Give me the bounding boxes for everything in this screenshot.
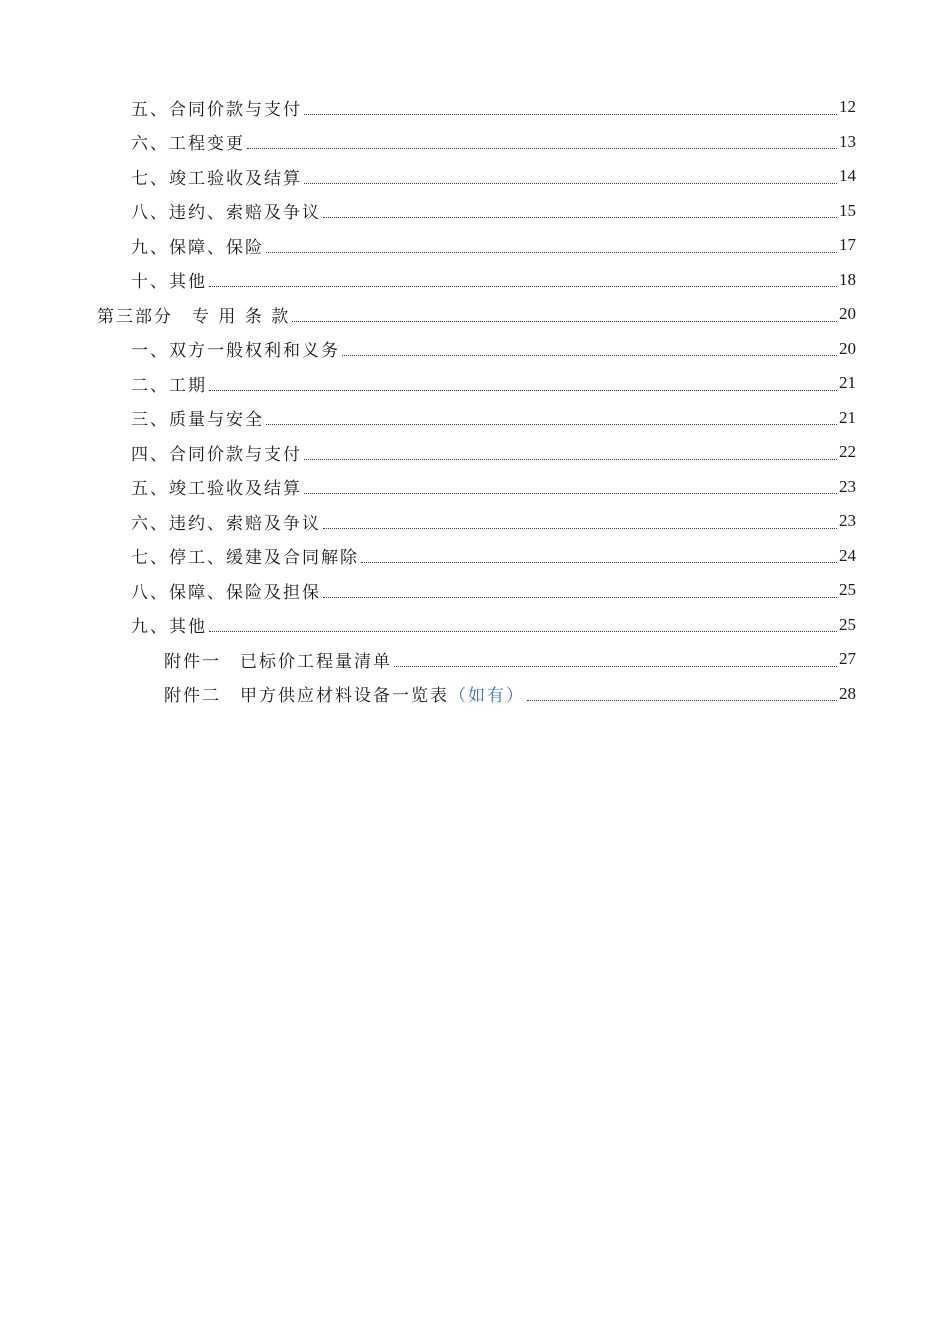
toc-dot-leader [394, 665, 837, 667]
toc-entry-title: 一、双方一般权利和义务 [131, 341, 340, 362]
toc-entry[interactable] [0, 435, 950, 470]
toc-entry[interactable] [0, 608, 950, 643]
toc-entry-title: 七、竣工验收及结算 [131, 168, 302, 189]
toc-entry[interactable] [0, 228, 950, 263]
toc-entry[interactable] [0, 194, 950, 229]
toc-dot-leader [342, 354, 837, 356]
toc-entry-page: 24 [839, 545, 856, 565]
toc-appendix-entry[interactable] [0, 642, 950, 677]
toc-entry-page: 25 [839, 614, 856, 634]
toc-entry-page: 21 [839, 407, 856, 427]
toc-entry-note: （如有） [449, 686, 525, 707]
toc-entry[interactable] [0, 401, 950, 436]
toc-entry-title: 八、违约、索赔及争议 [131, 203, 321, 224]
toc-entry-page: 23 [839, 476, 856, 496]
toc-entry-page: 17 [839, 235, 856, 255]
toc-entry-title: 六、违约、索赔及争议 [131, 513, 321, 534]
toc-entry[interactable] [0, 263, 950, 298]
toc-dot-leader [323, 596, 837, 598]
toc-entry-title: 五、合同价款与支付 [131, 99, 302, 120]
toc-entry-title: 附件二 甲方供应材料设备一览表 [164, 686, 449, 707]
toc-entry-title: 七、停工、缓建及合同解除 [131, 548, 359, 569]
toc-entry-title: 六、工程变更 [131, 134, 245, 155]
toc-entry-title: 三、质量与安全 [131, 410, 264, 431]
toc-entry-page: 23 [839, 511, 856, 531]
toc-entry-title: 五、竣工验收及结算 [131, 479, 302, 500]
toc-appendix-entry[interactable] [0, 677, 950, 712]
toc-dot-leader [323, 527, 837, 529]
toc-entry-title: 八、保障、保险及担保 [131, 582, 321, 603]
toc-entry-page: 22 [839, 442, 856, 462]
toc-dot-leader [527, 699, 837, 701]
toc-dot-leader [266, 251, 837, 253]
toc-entry-page: 13 [839, 131, 856, 151]
toc-entry[interactable] [0, 159, 950, 194]
toc-dot-leader [304, 458, 837, 460]
toc-entry[interactable] [0, 573, 950, 608]
toc-entry-title: 九、其他 [131, 617, 207, 638]
toc-dot-leader [323, 216, 837, 218]
toc-entry-title: 四、合同价款与支付 [131, 444, 302, 465]
toc-entry-page: 21 [839, 373, 856, 393]
toc-dot-leader [209, 285, 837, 287]
toc-dot-leader [209, 630, 837, 632]
toc-dot-leader [361, 561, 837, 563]
toc-entry-page: 14 [839, 166, 856, 186]
toc-entry[interactable] [0, 366, 950, 401]
toc-entry-page: 15 [839, 200, 856, 220]
toc-entry-title: 十、其他 [131, 272, 207, 293]
toc-entry-page: 12 [839, 97, 856, 117]
toc-entry[interactable] [0, 90, 950, 125]
table-of-contents [0, 90, 950, 711]
toc-entry-page: 20 [839, 338, 856, 358]
toc-entry[interactable] [0, 332, 950, 367]
toc-entry[interactable] [0, 470, 950, 505]
toc-section-entry[interactable] [0, 297, 950, 332]
toc-entry[interactable] [0, 504, 950, 539]
toc-entry-title: 附件一 已标价工程量清单 [164, 651, 392, 672]
toc-dot-leader [292, 320, 837, 322]
toc-dot-leader [209, 389, 837, 391]
toc-dot-leader [304, 182, 837, 184]
toc-dot-leader [266, 423, 837, 425]
toc-entry-title: 第三部分 专 用 条 款 [97, 306, 291, 327]
toc-entry[interactable] [0, 125, 950, 160]
toc-entry-title: 九、保障、保险 [131, 237, 264, 258]
toc-dot-leader [304, 492, 837, 494]
toc-entry-page: 25 [839, 580, 856, 600]
toc-entry-page: 20 [839, 304, 856, 324]
toc-dot-leader [304, 113, 837, 115]
toc-entry[interactable] [0, 539, 950, 574]
toc-entry-page: 27 [839, 649, 856, 669]
toc-entry-page: 28 [839, 683, 856, 703]
toc-entry-page: 18 [839, 269, 856, 289]
toc-dot-leader [247, 147, 837, 149]
toc-entry-title: 二、工期 [131, 375, 207, 396]
